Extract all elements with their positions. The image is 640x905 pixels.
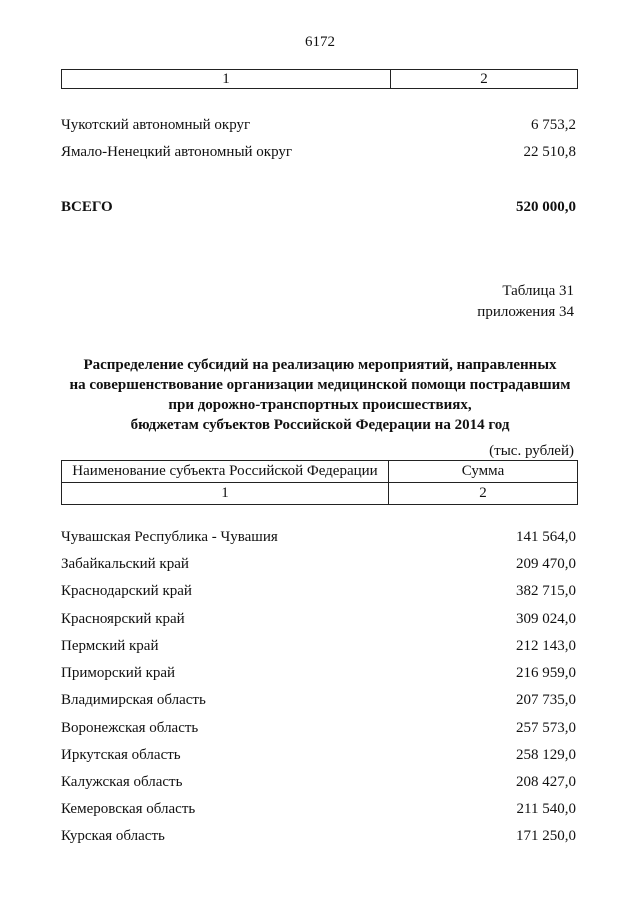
table-row [61, 609, 576, 629]
total-value: 520 000,0 [516, 199, 576, 215]
units-label: (тыс. рублей) [489, 443, 574, 459]
region-name: Калужская область [61, 774, 183, 790]
region-value: 22 510,8 [523, 144, 576, 160]
region-name: Краснодарский край [61, 583, 192, 599]
table-reference-line: приложения 34 [477, 304, 574, 320]
region-name: Забайкальский край [61, 556, 189, 572]
page-number: 6172 [305, 34, 335, 50]
region-value: 207 735,0 [516, 692, 576, 708]
region-name: Курская область [61, 828, 165, 844]
table-row [61, 636, 576, 656]
region-name: Иркутская область [61, 747, 181, 763]
table-row [61, 663, 576, 683]
total-row [61, 197, 576, 217]
region-name: Кемеровская область [61, 801, 196, 817]
header-col-1: 1 [62, 483, 389, 505]
title-line: бюджетам субъектов Российской Федерации на 2014 год [130, 417, 510, 433]
region-name: Ямало-Ненецкий автономный округ [61, 144, 293, 160]
region-value: 258 129,0 [516, 747, 576, 763]
table-row [61, 527, 576, 547]
main-table-header [61, 460, 578, 505]
region-name: Чувашская Республика - Чувашия [61, 529, 278, 545]
region-value: 309 024,0 [516, 611, 576, 627]
header-col-2: 2 [389, 483, 578, 505]
table-row [61, 690, 576, 710]
region-value: 212 143,0 [516, 638, 576, 654]
region-value: 208 427,0 [516, 774, 576, 790]
title-line: на совершенствование организации медицинской помощи пострадавшим [69, 377, 571, 393]
table-row [61, 826, 576, 846]
region-name: Приморский край [61, 665, 176, 681]
region-value: 209 470,0 [516, 556, 576, 572]
top-column-header-table [61, 69, 578, 89]
region-value: 141 564,0 [516, 529, 576, 545]
table-reference [477, 281, 574, 323]
region-value: 257 573,0 [516, 720, 576, 736]
table-row [61, 799, 576, 819]
header-region-name: Наименование субъекта Российской Федерации [62, 461, 389, 483]
region-name: Красноярский край [61, 611, 185, 627]
region-name: Чукотский автономный округ [61, 117, 251, 133]
region-name: Пермский край [61, 638, 159, 654]
total-label: ВСЕГО [61, 199, 113, 215]
table-row [61, 772, 576, 792]
title-line: Распределение субсидий на реализацию мероприятий, направленных [83, 357, 557, 373]
region-name: Владимирская область [61, 692, 206, 708]
title-line: при дорожно-транспортных происшествиях, [168, 397, 472, 413]
region-value: 382 715,0 [516, 583, 576, 599]
table-row [61, 718, 576, 738]
table-row [61, 554, 576, 574]
top-col-2: 2 [391, 70, 578, 89]
region-value: 211 540,0 [516, 801, 576, 817]
table-row [61, 581, 576, 601]
region-value: 171 250,0 [516, 828, 576, 844]
table-row [61, 745, 576, 765]
header-sum: Сумма [389, 461, 578, 483]
top-col-1: 1 [62, 70, 391, 89]
region-value: 6 753,2 [531, 117, 576, 133]
region-name: Воронежская область [61, 720, 199, 736]
document-title [0, 355, 640, 435]
region-value: 216 959,0 [516, 665, 576, 681]
list-item [61, 142, 576, 162]
list-item [61, 115, 576, 135]
table-reference-line: Таблица 31 [502, 283, 574, 299]
